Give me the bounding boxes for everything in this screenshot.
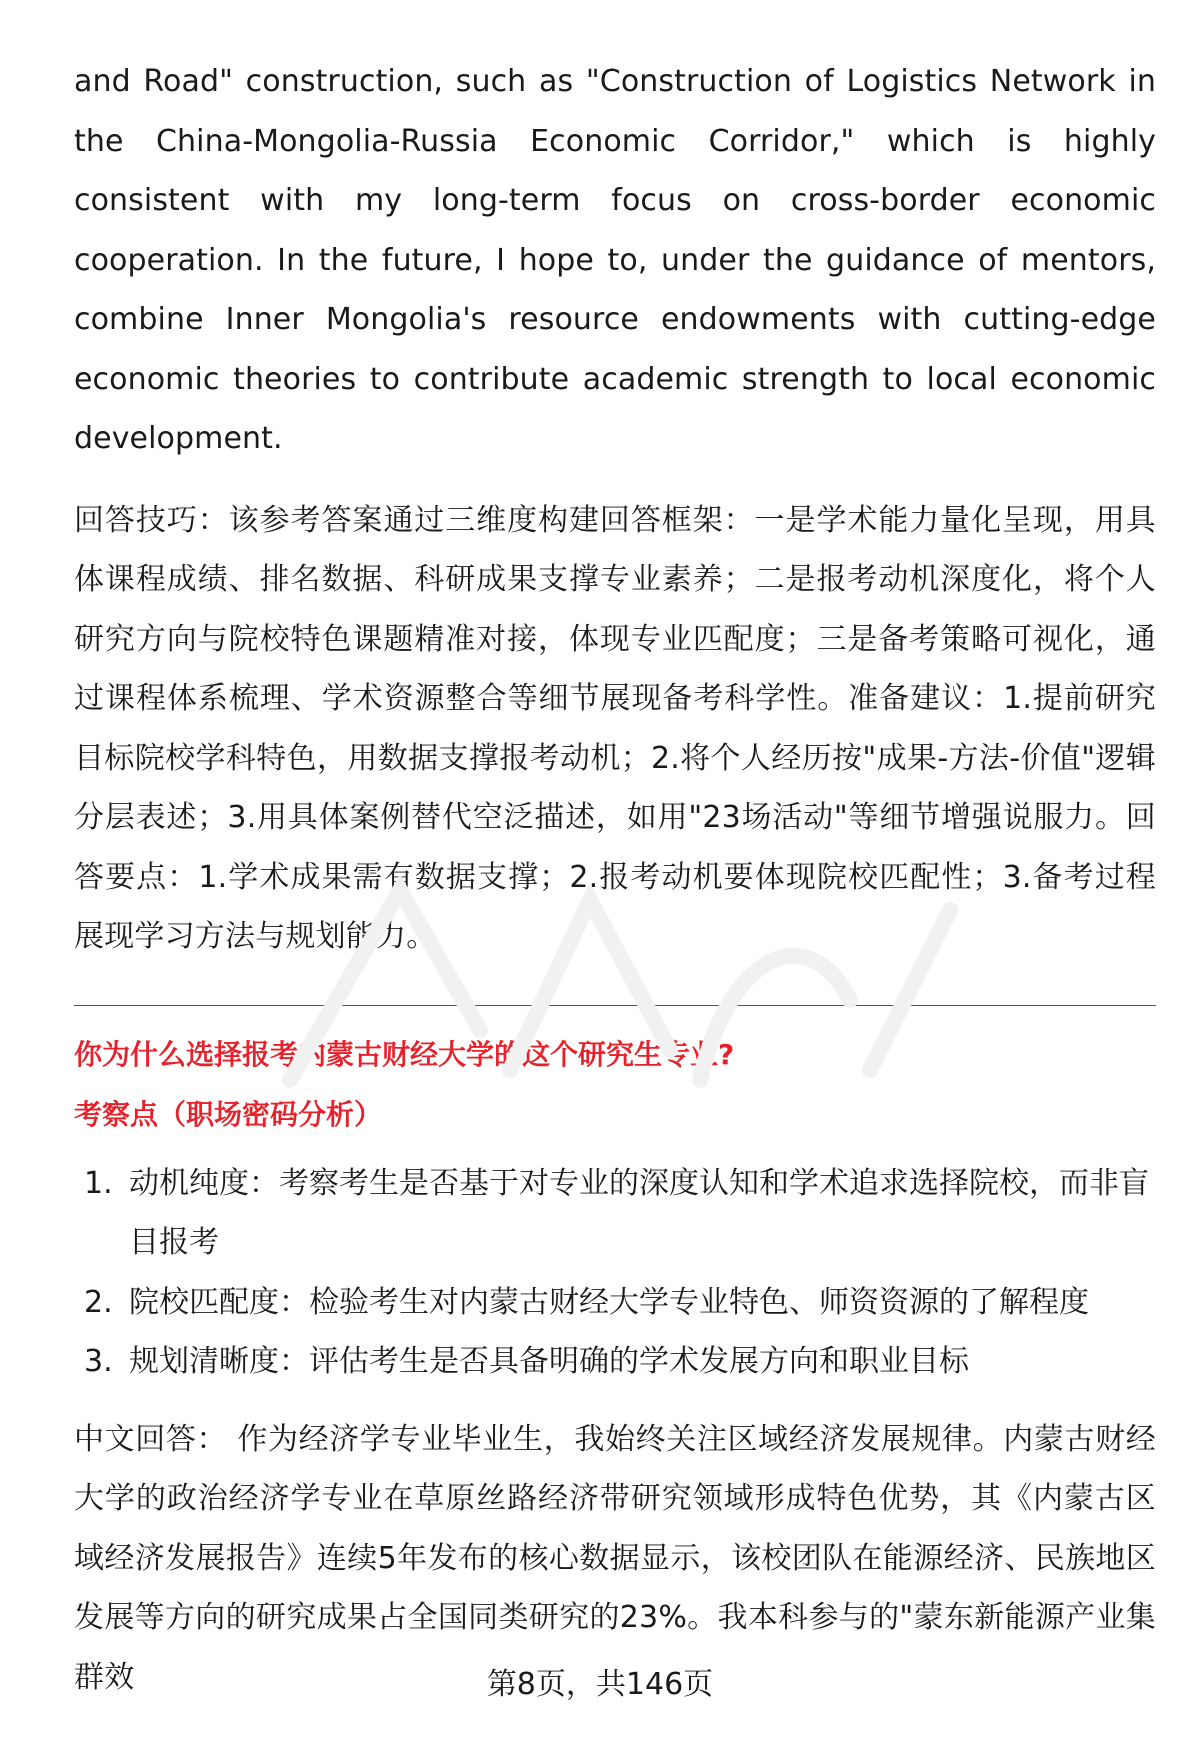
document-page [74,52,1156,1707]
list-item [74,1154,1156,1273]
list-item [74,1332,1156,1392]
chinese-answer-paragraph: 中文回答： 作为经济学专业毕业生，我始终关注区域经济发展规律。内蒙古财经大学的政治经济学专业在草原丝路经济带研究领域形成特色优势，其《内蒙古区域经济发展报告》连续5年发布的核心数据显示，该校团队在能源经济、民族地区发展等方向的研究成果占全国同类研究的23%。我本科参与的"蒙东新能源产业集群效 [74,1421,1156,1695]
section-divider [74,1005,1156,1006]
list-item-text: 院校匹配度：检验考生对内蒙古财经大学专业特色、师资资源的了解程度 [129,1284,1089,1320]
list-item-number: 1. [84,1165,113,1201]
answer-tips-paragraph: 回答技巧：该参考答案通过三维度构建回答框架：一是学术能力量化呈现，用具体课程成绩、排名数据、科研成果支撑专业素养；二是报考动机深度化，将个人研究方向与院校特色课题精准对接，体现专业匹配度；三是备考策略可视化，通过课程体系梳理、学术资源整合等细节展现备考科学性。准备建议：1.提前研究目标院校学科特色，用数据支撑报考动机；2.将个人经历按"成果-方法-价值"逻辑分层表述；3.用具体案例替代空泛描述，如用"23场活动"等细节增强说服力。回答要点：1.学术成果需有数据支撑；2.报考动机要体现院校匹配性；3.备考过程展现学习方法与规划能力。 [74,502,1156,954]
question-heading: 你为什么选择报考内蒙古财经大学的这个研究生专业? [74,1037,735,1071]
assessment-points-heading: 考察点（职场密码分析） [74,1097,383,1131]
list-item-number: 2. [84,1284,113,1320]
assessment-points-list [74,1154,1156,1392]
list-item [74,1273,1156,1333]
list-item-number: 3. [84,1344,113,1379]
page-number-footer: 第8页，共146页 [486,1667,714,1702]
list-item-text: 规划清晰度：评估考生是否具备明确的学术发展方向和职业目标 [129,1344,969,1379]
list-item-text: 动机纯度：考察考生是否基于对专业的深度认知和学术追求选择院校，而非盲目报考 [129,1165,1149,1260]
english-answer-paragraph: and Road" construction, such as "Construction of Logistics Network in the China-Mongolia-Russia Economic Corridor," which is highly consistent with my long-term focus on cross-border economic cooperation. In the future, I hope to, under the guidance of mentors, combine Inner Mongolia's resource endowments with cutting-edge economic theories to contribute academic strength to local economic development. [74,64,1156,456]
